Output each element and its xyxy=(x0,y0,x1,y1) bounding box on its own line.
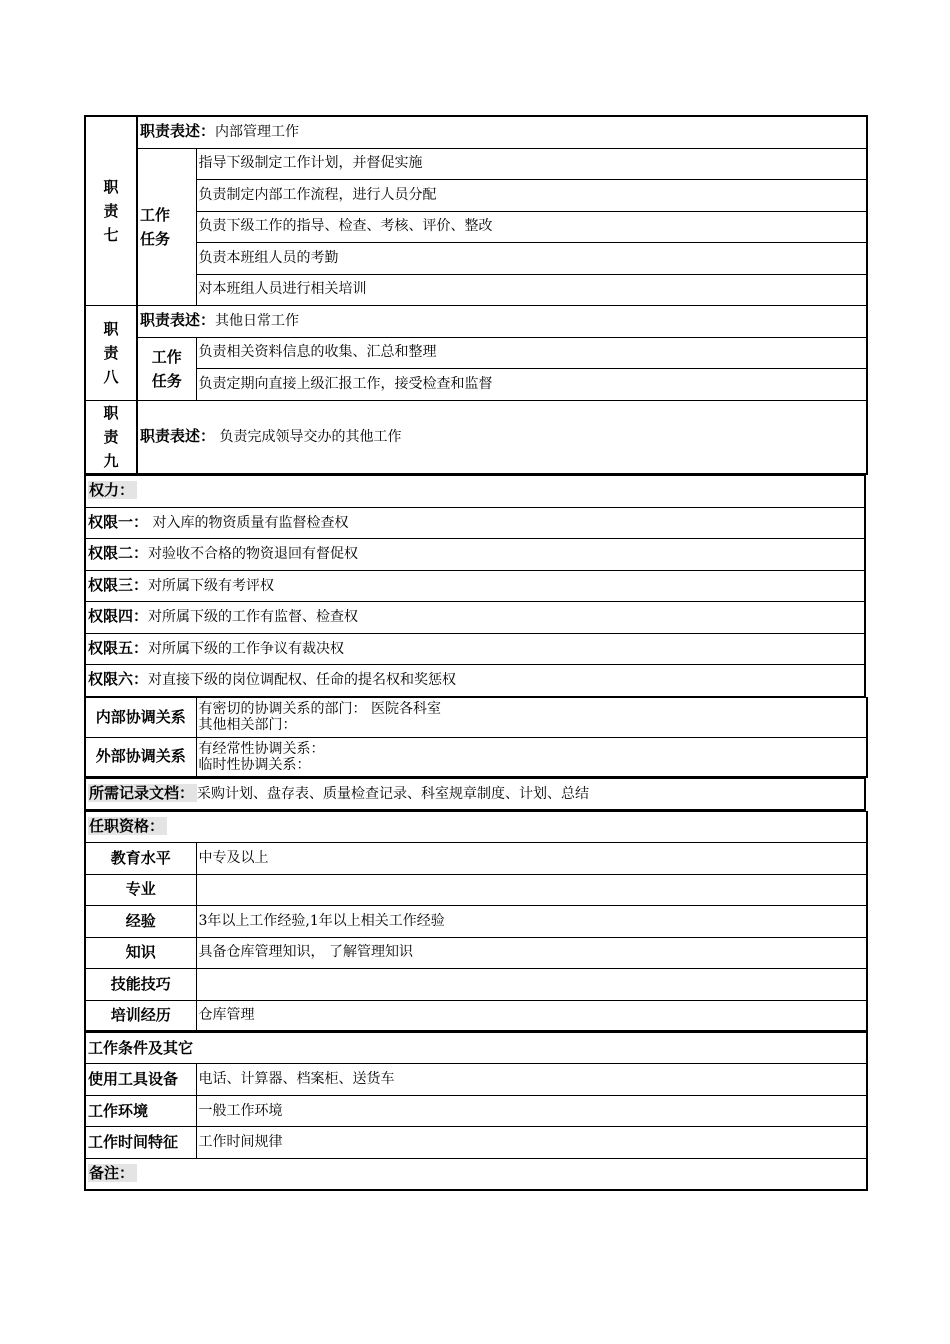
qualification-label: 知识 xyxy=(85,937,196,968)
notes-row: 备注： xyxy=(85,1159,867,1190)
duty-9-label: 职 责 九 xyxy=(85,400,137,474)
external-coordination-label: 外部协调关系 xyxy=(85,737,196,777)
duty-7-task-label: 工作 任务 xyxy=(137,148,196,305)
qualification-value: 3年以上工作经验,1年以上相关工作经验 xyxy=(196,905,867,937)
qualification-value xyxy=(196,968,867,1000)
power-item: 权限六：对直接下级的岗位调配权、任命的提名权和奖惩权 xyxy=(85,664,865,696)
qualification-label: 专业 xyxy=(85,874,196,905)
external-coordination-value: 有经常性协调关系： 临时性协调关系： xyxy=(196,737,867,777)
job-description-sheet xyxy=(84,115,866,1191)
duty-9-description: 职责表述： 负责完成领导交办的其他工作 xyxy=(137,400,867,474)
qualification-label: 教育水平 xyxy=(85,842,196,874)
internal-coordination-label: 内部协调关系 xyxy=(85,697,196,737)
qualification-label: 培训经历 xyxy=(85,1000,196,1031)
duty-8-task: 负责定期向直接上级汇报工作，接受检查和监督 xyxy=(196,368,867,400)
condition-label: 工作时间特征 xyxy=(85,1127,196,1159)
duty-7-task: 负责制定内部工作流程，进行人员分配 xyxy=(196,179,867,211)
condition-label: 工作环境 xyxy=(85,1096,196,1127)
qualification-label: 技能技巧 xyxy=(85,968,196,1000)
conditions-title: 工作条件及其它 xyxy=(85,1033,867,1064)
duty-8-task: 负责相关资料信息的收集、汇总和整理 xyxy=(196,337,867,368)
condition-value: 工作时间规律 xyxy=(196,1127,867,1159)
power-item: 权限二：对验收不合格的物资退回有督促权 xyxy=(85,538,865,570)
power-item: 权限四：对所属下级的工作有监督、检查权 xyxy=(85,601,865,633)
duty-7-task: 负责本班组人员的考勤 xyxy=(196,242,867,274)
power-item: 权限三：对所属下级有考评权 xyxy=(85,570,865,601)
coordination-table xyxy=(84,697,868,779)
duty-7-task: 负责下级工作的指导、检查、考核、评价、整改 xyxy=(196,211,867,242)
qualification-label: 经验 xyxy=(85,905,196,937)
records-table xyxy=(84,778,866,811)
duty-8-description: 职责表述：其他日常工作 xyxy=(137,305,867,337)
qualification-value: 仓库管理 xyxy=(196,1000,867,1031)
duty-7-label: 职 责 七 xyxy=(85,116,137,305)
duty-7-description: 职责表述：内部管理工作 xyxy=(137,116,867,148)
qualifications-table xyxy=(84,811,868,1033)
duty-8-task-label: 工作 任务 xyxy=(137,337,196,400)
duty-7-task: 指导下级制定工作计划，并督促实施 xyxy=(196,148,867,179)
qualification-value xyxy=(196,874,867,905)
condition-value: 一般工作环境 xyxy=(196,1096,867,1127)
condition-label: 使用工具设备 xyxy=(85,1064,196,1096)
power-item: 权限五：对所属下级的工作争议有裁决权 xyxy=(85,633,865,664)
duty-table xyxy=(84,115,868,475)
qualification-value: 中专及以上 xyxy=(196,842,867,874)
qualification-value: 具备仓库管理知识， 了解管理知识 xyxy=(196,937,867,968)
records-row: 所需记录文档： 采购计划、盘存表、质量检查记录、科室规章制度、计划、总结 xyxy=(85,779,865,810)
qualifications-title: 任职资格： xyxy=(85,811,867,842)
condition-value: 电话、计算器、档案柜、送货车 xyxy=(196,1064,867,1096)
internal-coordination-value: 有密切的协调关系的部门： 医院各科室 其他相关部门： xyxy=(196,697,867,737)
power-title: 权力： xyxy=(85,475,865,507)
conditions-table xyxy=(84,1032,868,1191)
duty-8-label: 职 责 八 xyxy=(85,305,137,400)
power-item: 权限一： 对入库的物资质量有监督检查权 xyxy=(85,507,865,538)
duty-7-task: 对本班组人员进行相关培训 xyxy=(196,274,867,305)
power-table xyxy=(84,475,866,697)
